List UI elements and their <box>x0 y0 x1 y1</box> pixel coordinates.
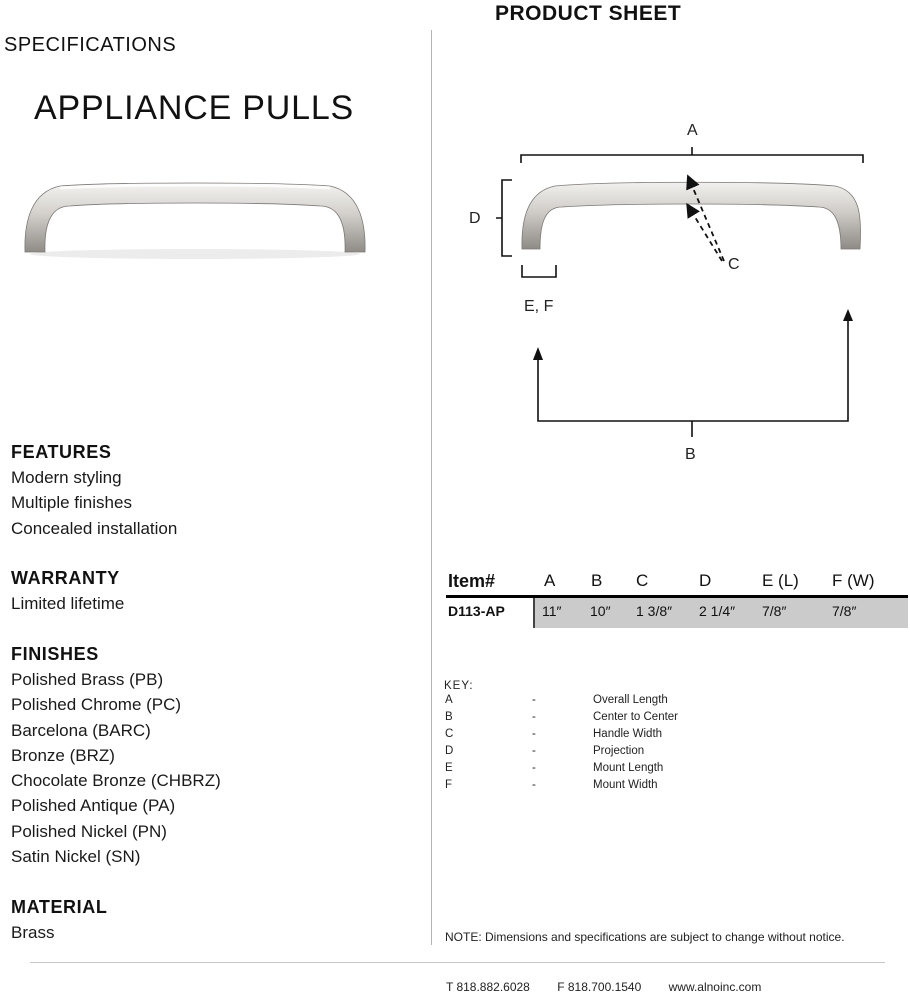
label-a: A <box>687 122 698 139</box>
value-cell: 10″ <box>590 603 611 619</box>
features-section <box>11 440 411 541</box>
value-cell: 7/8″ <box>762 603 787 619</box>
key-letter: A <box>445 694 453 706</box>
header-cell: Item# <box>448 571 496 591</box>
key-row <box>444 694 744 711</box>
dimension-ef-bracket <box>522 265 556 277</box>
header-cell: A <box>544 571 556 590</box>
features-item: Multiple finishes <box>11 493 132 513</box>
key-letter: E <box>445 762 453 774</box>
key-legend <box>444 680 744 796</box>
footer-website[interactable]: www.alnoinc.com <box>668 980 762 994</box>
finish-item: Chocolate Bronze (CHBRZ) <box>11 771 221 791</box>
header-cell: F (W) <box>832 571 875 590</box>
finish-item: Polished Antique (PA) <box>11 796 176 816</box>
finishes-section <box>11 642 411 869</box>
disclaimer-note: NOTE: Dimensions and specifications are subject to change without notice. <box>445 930 845 944</box>
item-number-cell: D113-AP <box>448 603 505 619</box>
dimension-b-arrowhead <box>533 347 543 360</box>
header-cell: E (L) <box>762 571 799 590</box>
value-cell: 2 1/4″ <box>699 603 736 619</box>
warranty-item: Limited lifetime <box>11 594 125 613</box>
key-description: Center to Center <box>593 711 679 723</box>
header-cell: B <box>591 571 603 590</box>
key-dash: - <box>532 694 536 706</box>
page-title: APPLIANCE PULLS <box>34 89 355 127</box>
material-heading: MATERIAL <box>11 897 108 917</box>
warranty-section <box>11 566 411 616</box>
key-letter: B <box>445 711 453 723</box>
warranty-heading: WARRANTY <box>11 568 120 588</box>
key-description: Handle Width <box>593 728 663 740</box>
finish-item: Polished Brass (PB) <box>11 670 164 689</box>
value-cell: 1 3/8″ <box>636 603 673 619</box>
key-dash: - <box>532 779 536 791</box>
key-title: KEY: <box>444 680 474 692</box>
key-letter: D <box>445 745 454 757</box>
dimension-b-line <box>538 317 848 437</box>
footer-fax: F 818.700.1540 <box>557 980 642 994</box>
footer-phone: T 818.882.6028 <box>446 980 530 994</box>
key-letter: C <box>445 728 454 740</box>
features-item: Concealed installation <box>11 518 178 538</box>
finish-item: Polished Nickel (PN) <box>11 821 167 841</box>
finish-item: Polished Chrome (PC) <box>11 695 182 715</box>
vertical-divider <box>431 30 432 945</box>
handle-bar <box>25 183 365 252</box>
material-item: Brass <box>11 923 55 942</box>
key-dash: - <box>532 728 536 740</box>
product-photo <box>20 170 370 265</box>
table-row <box>446 598 908 630</box>
key-description: Mount Width <box>593 779 658 791</box>
finish-item: Satin Nickel (SN) <box>11 847 141 867</box>
key-dash: - <box>532 745 536 757</box>
key-row <box>444 745 744 762</box>
header-cell: C <box>636 571 649 590</box>
key-dash: - <box>532 711 536 723</box>
dimension-diagram <box>460 115 880 475</box>
material-section <box>11 895 411 945</box>
spec-table <box>446 567 908 630</box>
value-cell: 7/8″ <box>832 603 857 619</box>
key-dash: - <box>532 762 536 774</box>
features-heading: FEATURES <box>11 442 112 462</box>
key-description: Mount Length <box>593 762 664 774</box>
label-ef: E, F <box>524 298 554 315</box>
handle-shadow <box>30 249 360 259</box>
specifications-header: SPECIFICATIONS <box>4 34 177 56</box>
key-letter: F <box>445 779 453 791</box>
header-cell: D <box>699 571 712 590</box>
spec-table-header <box>446 567 908 598</box>
features-item: Modern styling <box>11 468 122 487</box>
footer-divider <box>30 962 885 963</box>
dimension-a-line <box>521 147 863 163</box>
label-c: C <box>728 256 740 273</box>
finish-item: Barcelona (BARC) <box>11 720 151 740</box>
product-sheet-header: PRODUCT SHEET <box>495 2 682 25</box>
key-row <box>444 779 744 796</box>
key-description: Projection <box>593 745 645 757</box>
label-b: B <box>685 446 696 463</box>
diagram-handle <box>522 182 861 249</box>
key-row <box>444 711 744 728</box>
finishes-heading: FINISHES <box>11 644 99 664</box>
label-d: D <box>469 210 481 227</box>
key-row <box>444 762 744 779</box>
finish-item: Bronze (BRZ) <box>11 745 115 765</box>
footer-contact <box>446 980 785 994</box>
key-description: Overall Length <box>593 694 668 706</box>
key-row <box>444 728 744 745</box>
dimension-d-bracket <box>496 180 512 256</box>
value-cell: 11″ <box>542 603 562 619</box>
dimension-b-arrowhead <box>843 309 853 321</box>
